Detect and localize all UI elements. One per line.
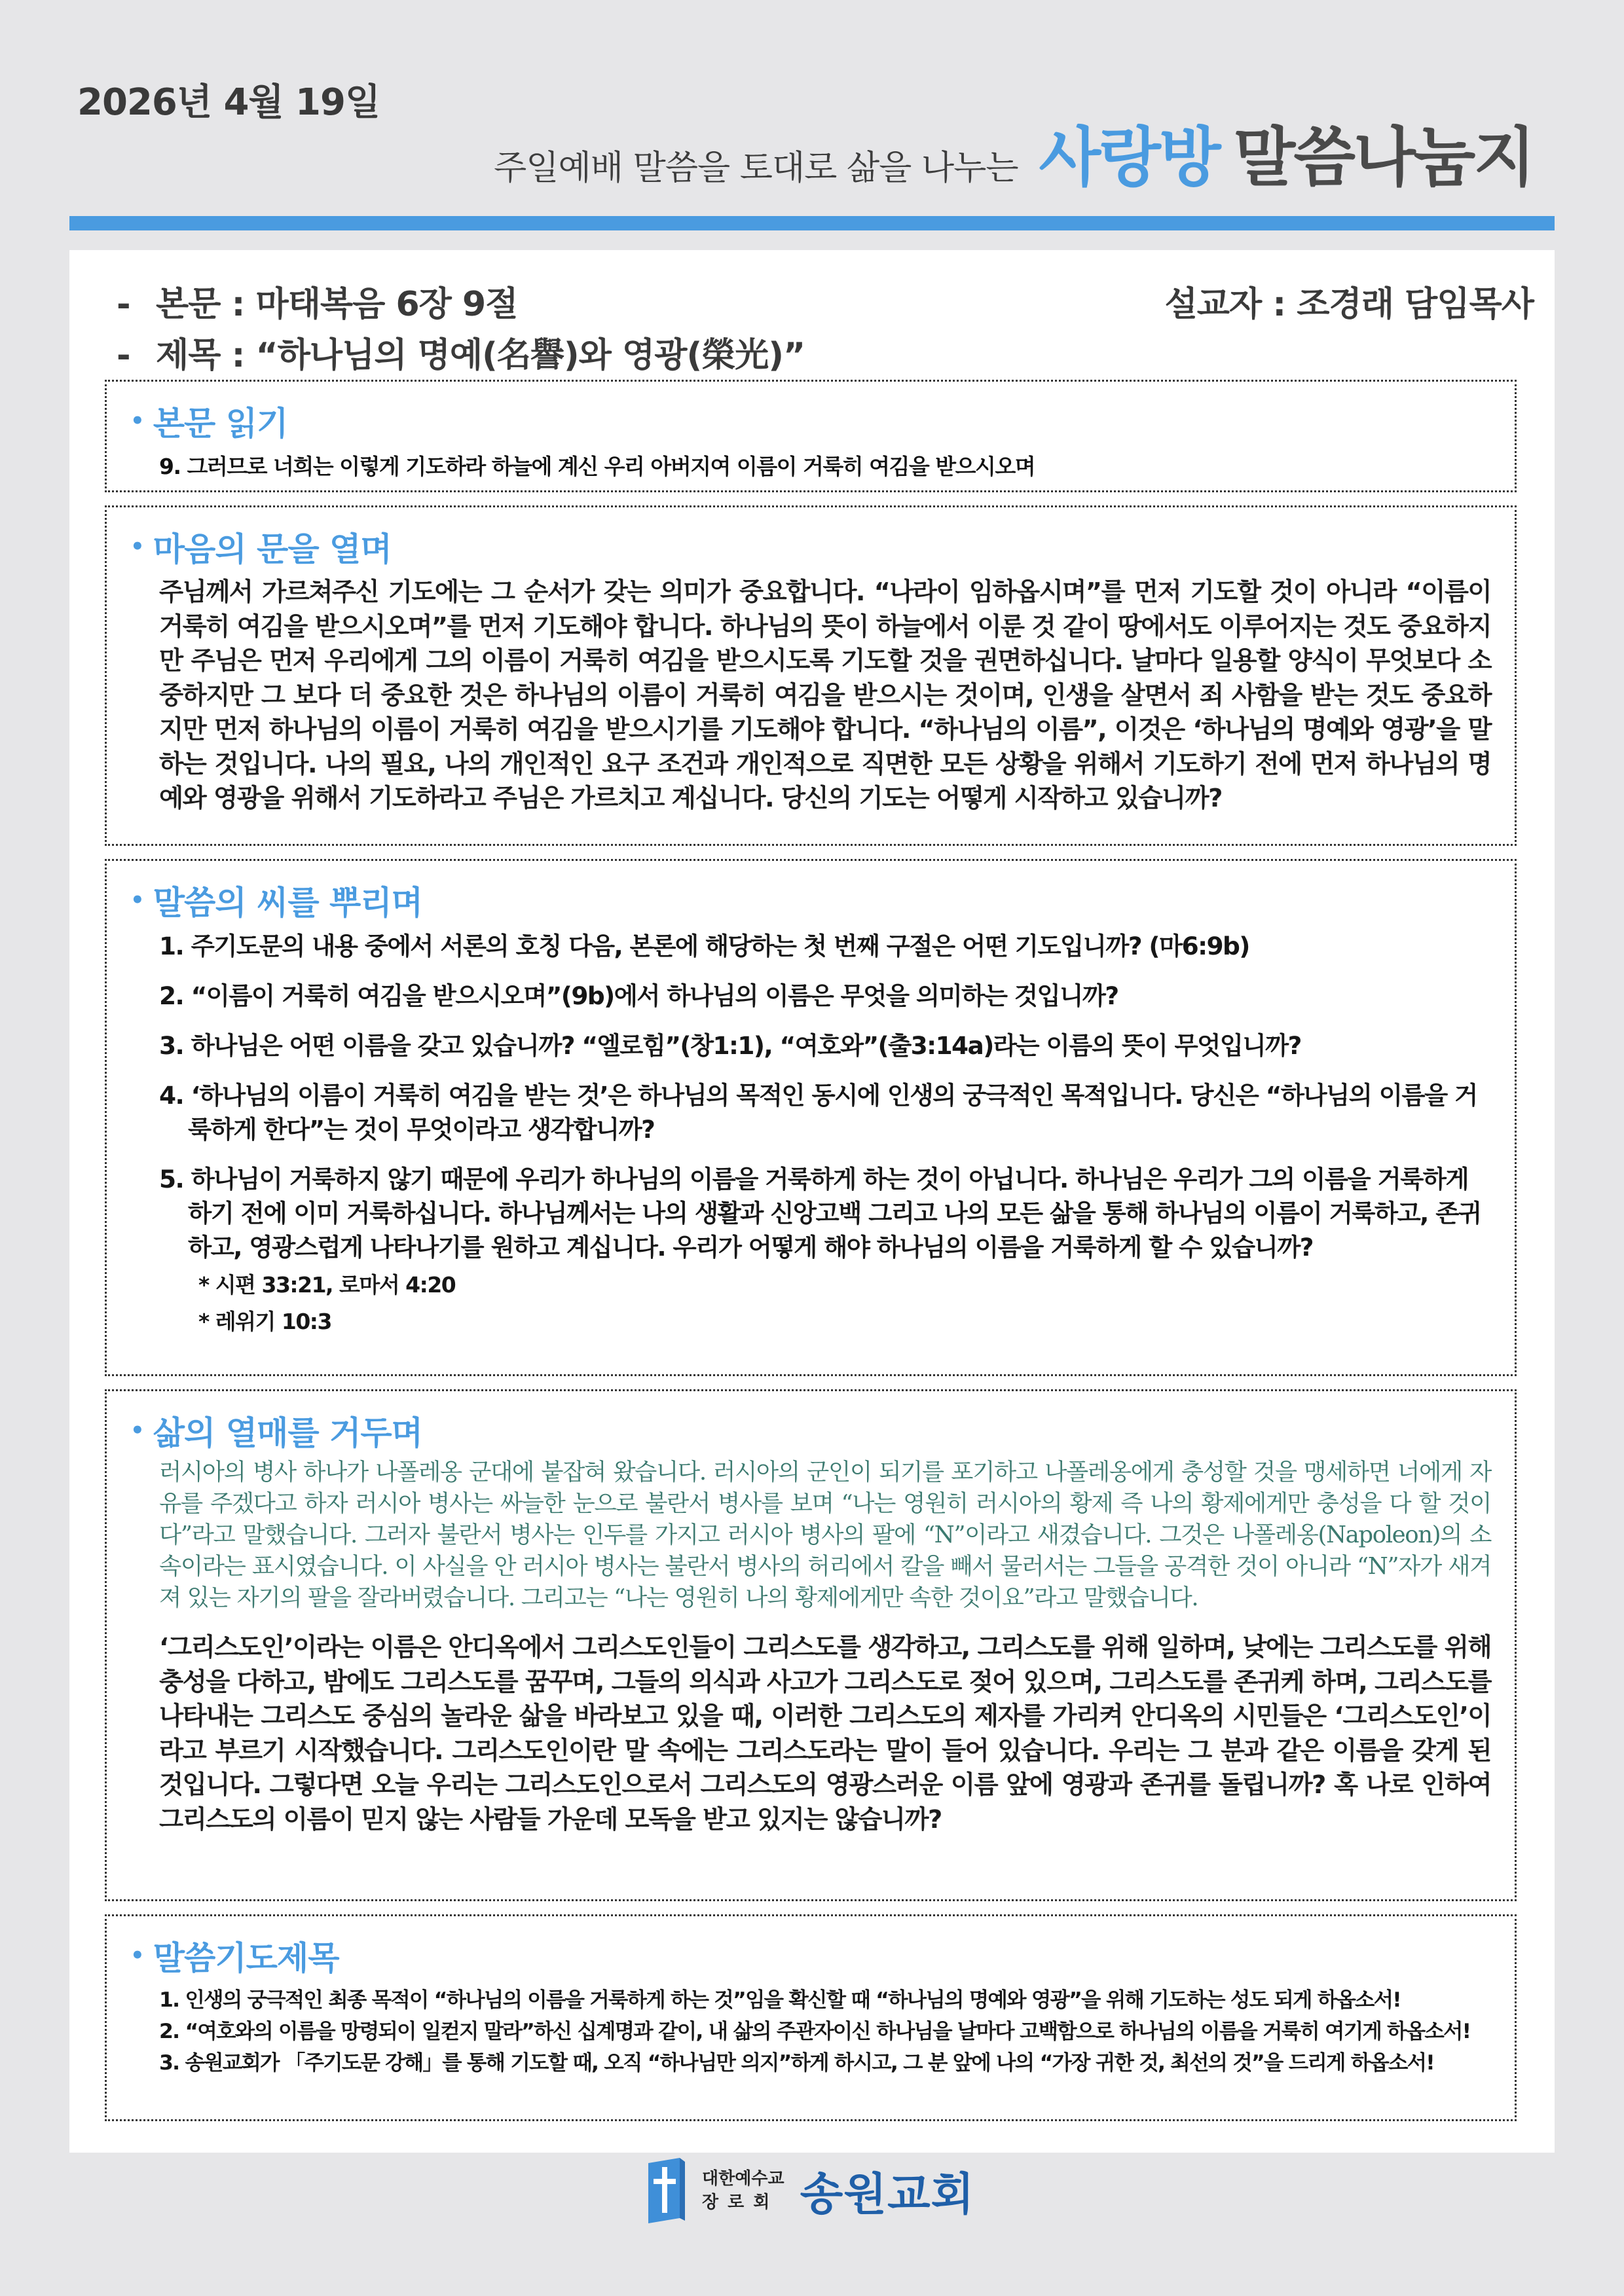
church-name: 송원교회: [800, 2168, 975, 2221]
section-prayer: [105, 1914, 1517, 2121]
denomination-label: 대한예수교 장로회: [702, 2169, 784, 2212]
bullet-dash: -: [117, 336, 130, 375]
bulletin-date: 2026년 4월 19일: [77, 81, 380, 124]
bullet-dot-icon: •: [130, 887, 144, 913]
question-item: 1. 주기도문의 내용 중에서 서론의 호칭 다음, 본론에 해당하는 첫 번째 구절은 어떤 기도입니까? (마6:9b): [159, 932, 1249, 960]
bulletin-title-highlight: 사랑방: [1039, 120, 1219, 195]
opening-paragraph: 주님께서 가르쳐주신 기도에는 그 순서가 갖는 의미가 중요합니다. “나라이 임하옵시며”를 먼저 기도할 것이 아니라 “이름이 거룩히 여김을 받으시오며”를 먼저 기도해야 합니다. 하나님의 뜻이 하늘에서 이룬 것 같이 땅에서도 이루어지는 것도 중요하지만 주님은 먼저 우리에게 그의 이름이 거룩히 여김을 받으시도록 기도할 것을 권면하십니다. 날마다 일용할 양식이 무엇보다 소중하지만 그 보다 더 중요한 것은 하나님의 이름이 거룩히 여김을 받으시는 것이며, 인생을 살면서 죄 사함을 받는 것도 중요하지만 먼저 하나님의 이름이 거룩히 여김을 받으시기를 기도해야 합니다. “하나님의 이름”, 이것은 ‘하나님의 명예와 영광’을 말하는 것입니다. 나의 필요, 나의 개인적인 요구 조건과 개인적으로 직면한 모든 상황을 위해서 기도하기 전에 먼저 하나님의 명예와 영광을 위해서 기도하라고 주님은 가르치고 계십니다. 당신의 기도는 어떻게 시작하고 있습니까?: [159, 577, 1491, 813]
header-divider: [69, 216, 1555, 230]
illustration-story: 러시아의 병사 하나가 나폴레옹 군대에 붙잡혀 왔습니다. 러시아의 군인이 되기를 포기하고 나폴레옹에게 충성할 것을 맹세하면 너에게 자유를 주겠다고 하자 러시아 병사는 싸늘한 눈으로 불란서 병사를 보며 “나는 영원히 러시아의 황제 즉 나의 황제에게만 충성을 다 할 것이다”라고 말했습니다. 그러자 불란서 병사는 인두를 가지고 러시아 병사의 팔에 “N”이라고 새겼습니다. 그것은 나폴레옹(Napoleon)의 소속이라는 표시였습니다. 이 사실을 안 러시아 병사는 불란서 병사의 허리에서 칼을 빼서 물러서는 그들을 공격한 것이 아니라 “N”자가 새겨져 있는 자기의 팔을 잘라버렸습니다. 그리고는 “나는 영원히 나의 황제에게만 속한 것이요”라고 말했습니다.: [159, 1459, 1491, 1611]
bulletin-title: [494, 106, 1534, 198]
cross-book-icon: [648, 2158, 685, 2223]
bullet-dot-icon: •: [130, 408, 144, 434]
bulletin-title-main: 말씀나눔지: [1233, 120, 1534, 195]
bullet-dot-icon: •: [130, 1417, 144, 1444]
scripture-ref: * 레위기 10:3: [198, 1309, 331, 1334]
bullet-dot-icon: •: [130, 1942, 144, 1969]
scripture-verse: 9. 그러므로 너희는 이렇게 기도하라 하늘에 계신 우리 아버지여 이름이 거룩히 여김을 받으시오며: [159, 454, 1035, 479]
question-item: 4. ‘하나님의 이름이 거룩히 여김을 받는 것’은 하나님의 목적인 동시에 인생의 궁극적인 목적입니다. 당신은 “하나님의 이름을 거룩하게 한다”는 것이 무엇이라고 생각합니까?: [159, 1081, 1477, 1144]
scripture-ref: * 시편 33:21, 로마서 4:20: [198, 1272, 456, 1298]
application-paragraph: ‘그리스도인’이라는 이름은 안디옥에서 그리스도인들이 그리스도를 생각하고, 그리스도를 위해 일하며, 낮에는 그리스도를 위해 충성을 다하고, 밤에도 그리스도를 꿈꾸며, 그들의 의식과 사고가 그리스도로 젖어 있으며, 그리스도를 존귀케 하며, 그리스도를 나타내는 그리스도 중심의 놀라운 삶을 바라보고 있을 때, 이러한 그리스도의 제자를 가리켜 안디옥의 시민들은 ‘그리스도인’이라고 부르기 시작했습니다. 그리스도인이란 말 속에는 그리스도라는 말이 들어 있습니다. 우리는 그 분과 같은 이름을 갖게 된 것입니다. 그렇다면 오늘 우리는 그리스도인으로서 그리스도의 영광스러운 이름 앞에 영광과 존귀를 돌립니까? 혹 나로 인하여 그리스도의 이름이 믿지 않는 사람들 가운데 모독을 받고 있지는 않습니까?: [159, 1633, 1491, 1834]
section-title: • 마음의 문을 열며: [130, 530, 392, 568]
section-questions: [105, 859, 1517, 1376]
sermon-title-line: [117, 327, 805, 376]
section-reading: [105, 380, 1517, 492]
bullet-dot-icon: •: [130, 534, 144, 560]
prayer-item: 2. “여호와의 이름을 망령되이 일컫지 말라”하신 십계명과 같이, 내 삶의 주관자이신 하나님을 날마다 고백함으로 하나님의 이름을 거룩히 여기게 하옵소서!: [159, 2020, 1471, 2043]
question-item: 5. 하나님이 거룩하지 않기 때문에 우리가 하나님의 이름을 거룩하게 하는 것이 아닙니다. 하나님은 우리가 그의 이름을 거룩하게 하기 전에 이미 거룩하십니다. 하나님께서는 나의 생활과 신앙고백 그리고 나의 모든 삶을 통해 하나님의 이름이 거룩하고, 존귀하고, 영광스럽게 나타나기를 원하고 계십니다. 우리가 어떻게 해야 하나님의 이름을 거룩하게 할 수 있습니까?: [159, 1165, 1481, 1262]
church-logo: [648, 2158, 974, 2223]
bullet-dash: -: [117, 285, 130, 324]
scripture-reference: 본문 : 마태복음 6장 9절: [156, 285, 518, 324]
section-title: • 말씀기도제목: [130, 1939, 339, 1977]
section-application: [105, 1389, 1517, 1901]
section-title: • 삶의 열매를 거두며: [130, 1414, 422, 1452]
scripture-line: [117, 276, 517, 325]
question-item: 2. “이름이 거룩히 여김을 받으시오며”(9b)에서 하나님의 이름은 무엇을 의미하는 것입니까?: [159, 981, 1118, 1010]
prayer-item: 3. 송원교회가 「주기도문 강해」를 통해 기도할 때, 오직 “하나님만 의지”하게 하시고, 그 분 앞에 나의 “가장 귀한 것, 최선의 것”을 드리게 하옵소서!: [159, 2051, 1434, 2075]
sermon-title: 제목 : “하나님의 명예(名譽)와 영광(榮光)”: [156, 336, 805, 375]
bulletin-subtitle: 주일예배 말씀을 토대로 삶을 나누는: [494, 149, 1018, 188]
question-item: 3. 하나님은 어떤 이름을 갖고 있습니까? “엘로힘”(창1:1), “여호와”(출3:14a)라는 이름의 뜻이 무엇입니까?: [159, 1031, 1301, 1060]
prayer-item: 1. 인생의 궁극적인 최종 목적이 “하나님의 이름을 거룩하게 하는 것”임을 확신할 때 “하나님의 명예와 영광”을 위해 기도하는 성도 되게 하옵소서!: [159, 1988, 1401, 2012]
section-title: • 본문 읽기: [130, 405, 288, 443]
section-title: • 말씀의 씨를 뿌리며: [130, 884, 422, 922]
preacher-name: 설교자 : 조경래 담임목사: [1164, 285, 1534, 324]
section-opening: [105, 505, 1517, 846]
